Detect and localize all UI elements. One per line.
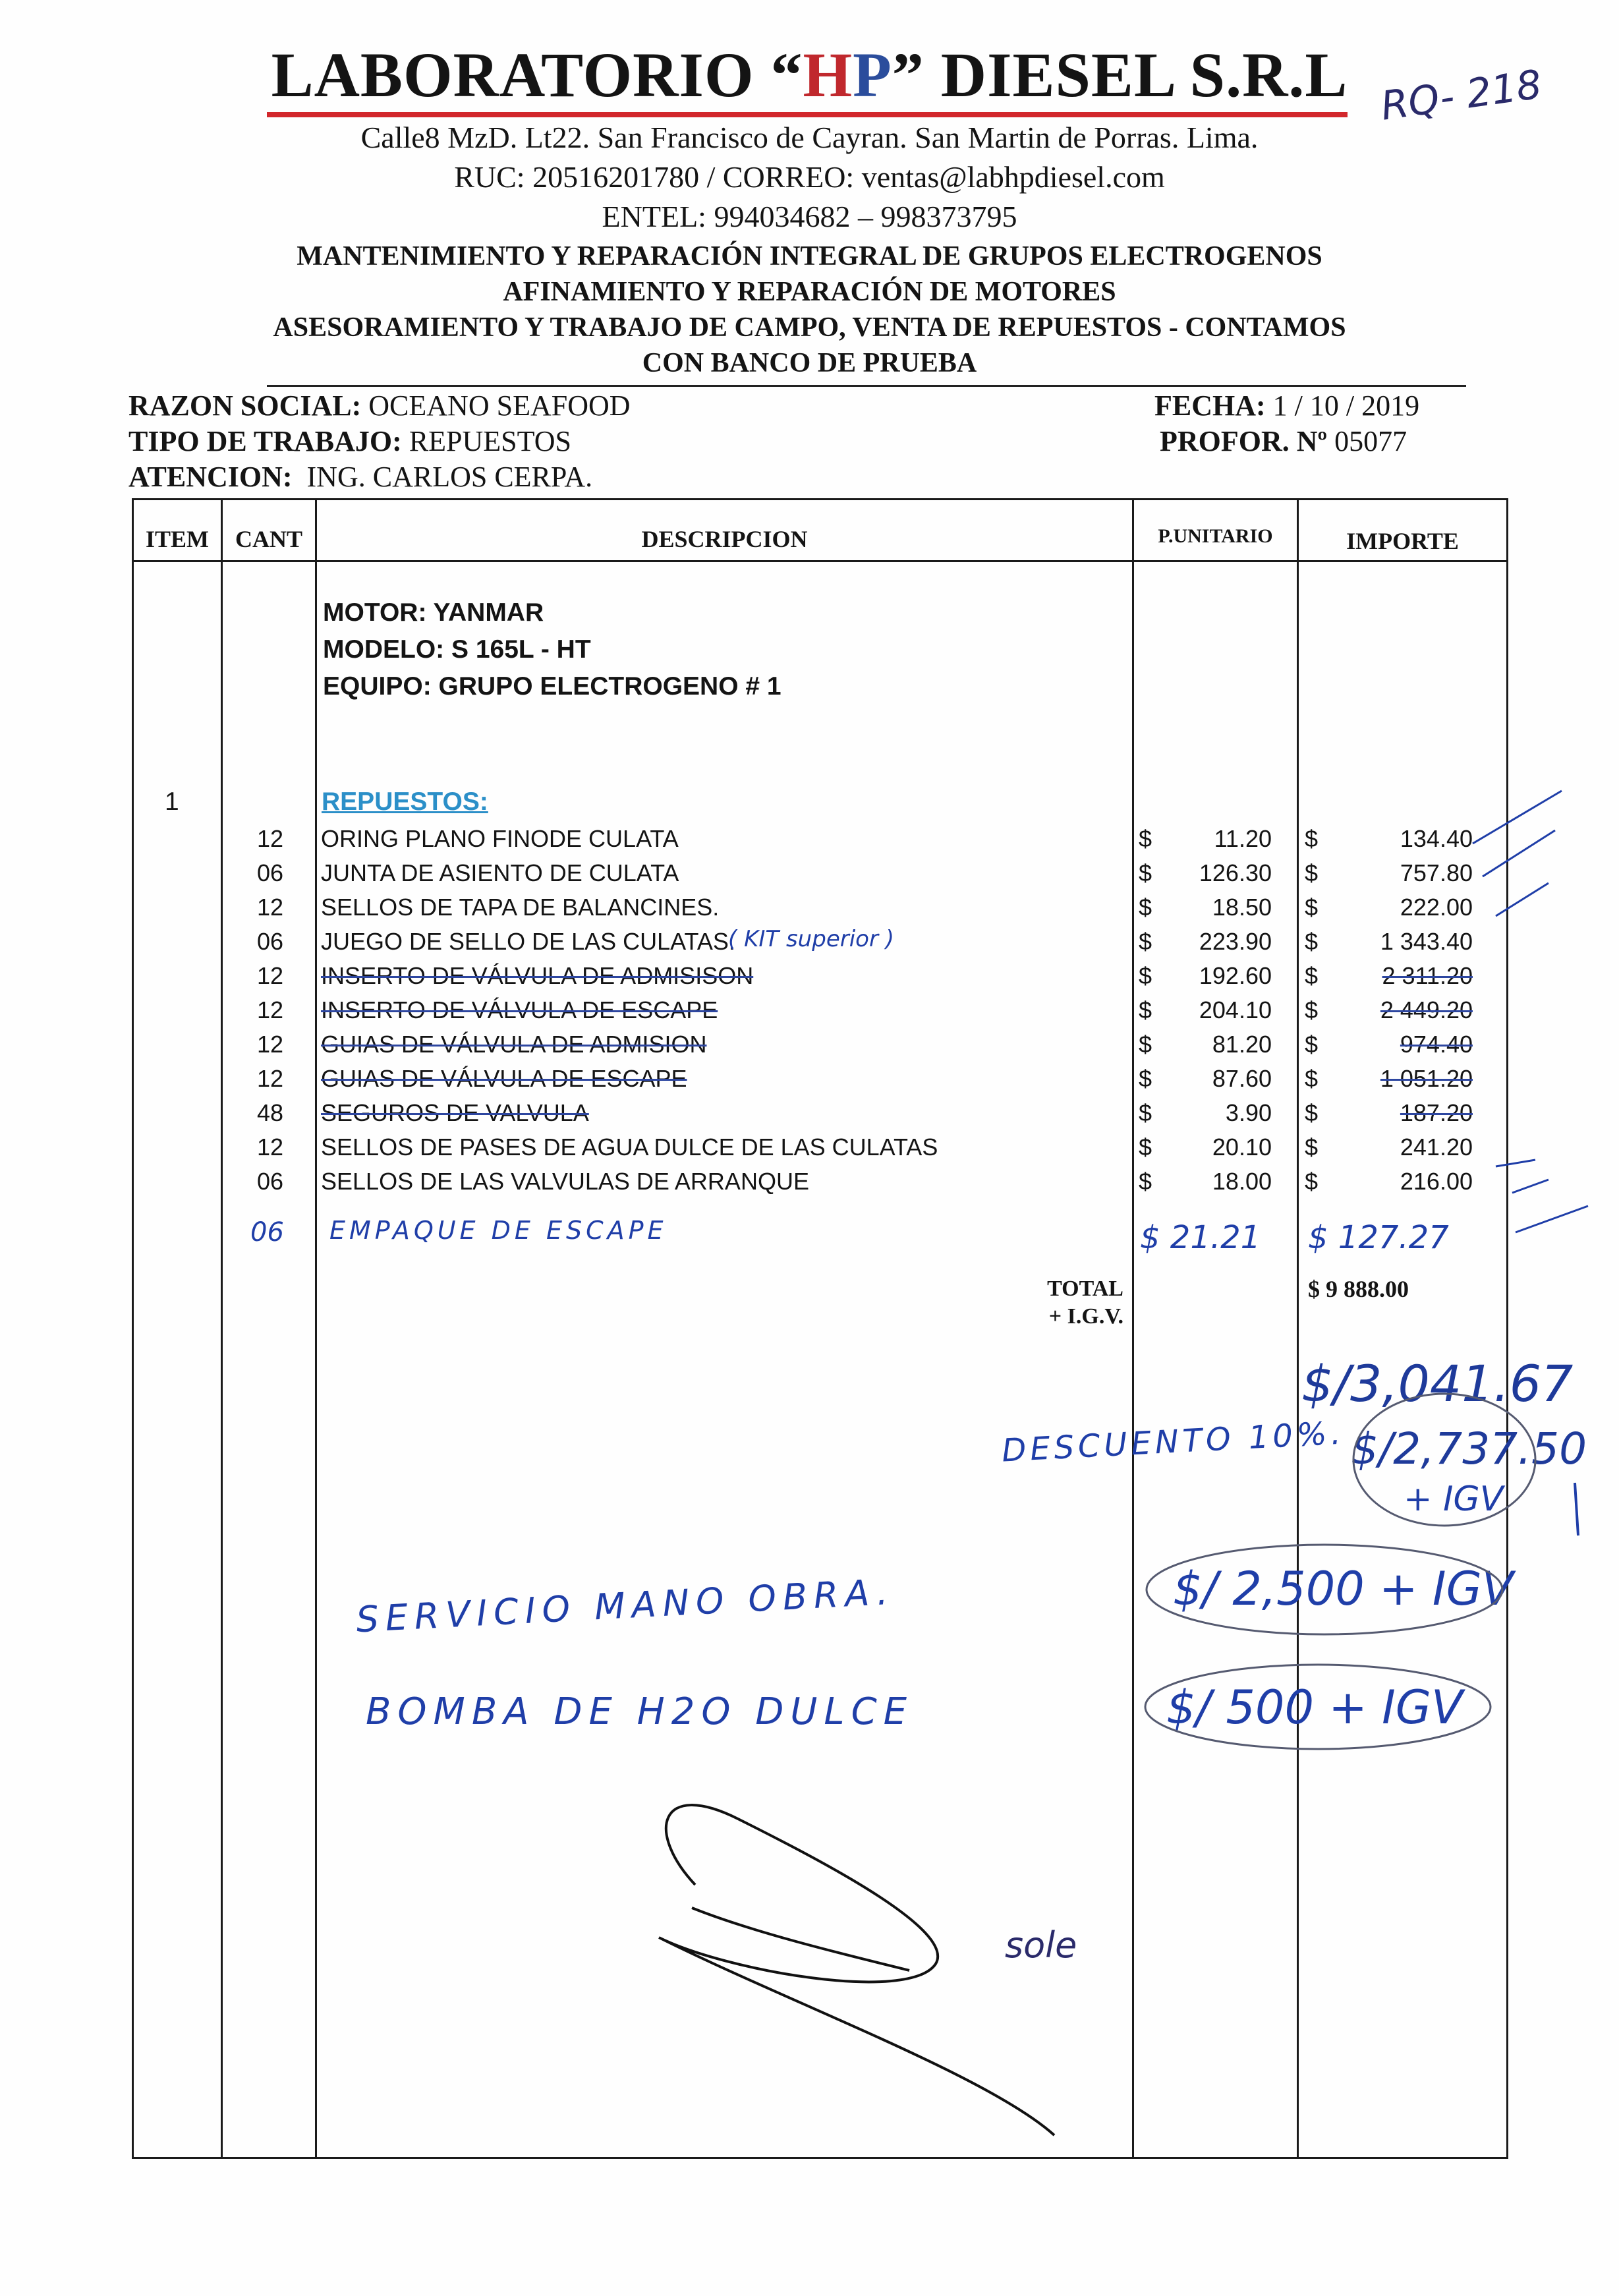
row-unit-price: 126.30 [1199,859,1272,886]
row-currency-unit: $ [1139,894,1152,921]
row-currency-unit: $ [1139,1168,1152,1195]
row-amount: 134.40 [1400,825,1473,852]
col-header-item: ITEM [145,526,209,552]
row-currency-unit: $ [1139,1099,1152,1126]
signature-name: sole [1005,1924,1077,1966]
col-header-descripcion: DESCRIPCION [641,526,808,552]
proforma-number: PROFOR. Nº 05077 [1160,425,1407,457]
service-line-4: CON BANCO DE PRUEBA [642,348,977,378]
section-repuestos: REPUESTOS: [322,788,488,816]
row-currency-amount: $ [1305,825,1319,852]
row-currency-unit: $ [1139,962,1152,989]
row-unit-price: 204.10 [1199,996,1272,1023]
col-header-importe: IMPORTE [1346,528,1459,554]
modelo-label: MODELO: S 165L - HT [323,635,591,664]
handwritten-row-cant: 06 [250,1217,284,1248]
circle-descuento [1353,1394,1535,1526]
handwritten-row-desc: EMPAQUE DE ESCAPE [329,1216,667,1245]
row-currency-amount: $ [1305,1168,1319,1195]
handwritten-subtotal: $/3,041.67 [1301,1354,1574,1413]
total-label-block: TOTAL + I.G.V. [1047,1277,1123,1329]
circle-servicio [1147,1545,1502,1634]
company-ruc-email: RUC: 20516201780 / CORREO: ventas@labhpdiesel.com [454,160,1165,194]
row-unit-price: 192.60 [1199,962,1272,989]
row-cant: 06 [256,859,283,886]
row-amount: 2 311.20 [1382,962,1473,989]
col-header-punitario: P.UNITARIO [1158,525,1273,547]
handwritten-descuento-value: $/2,737.50 [1351,1423,1587,1474]
row-description: SELLOS DE PASES DE AGUA DULCE DE LAS CULATAS [321,1134,938,1161]
row-currency-unit: $ [1139,996,1152,1023]
check-marks-bottom [1496,1160,1588,1232]
motor-label: MOTOR: YANMAR [323,598,544,627]
handwritten-row-unit: $ 21.21 [1140,1219,1261,1256]
row-unit-price: 11.20 [1214,825,1272,852]
row-unit-price: 81.20 [1212,1031,1272,1058]
row-currency-unit: $ [1139,859,1152,886]
handwritten-reference: RQ- 218 [1378,61,1545,130]
row-description: SELLOS DE LAS VALVULAS DE ARRANQUE [321,1168,809,1195]
row-cant: 12 [256,825,283,852]
row-currency-amount: $ [1305,894,1319,921]
handwritten-row-amount: $ 127.27 [1308,1219,1449,1256]
row-description: JUNTA DE ASIENTO DE CULATA [321,859,679,886]
tick-mark-right [1575,1483,1578,1535]
row-description: GUIAS DE VÁLVULA DE ESCAPE [321,1065,687,1092]
circle-bomba [1145,1665,1491,1749]
handwritten-servicio-label: SERVICIO MANO OBRA. [355,1570,895,1641]
service-line-1: MANTENIMIENTO Y REPARACIÓN INTEGRAL DE GRUPOS ELECTROGENOS [297,241,1322,272]
razon-social: RAZON SOCIAL: OCEANO SEAFOOD [128,389,631,422]
row-cant: 12 [256,962,283,989]
row-description: SELLOS DE TAPA DE BALANCINES. [321,894,720,921]
row-currency-amount: $ [1305,1099,1319,1126]
row-currency-amount: $ [1305,1065,1319,1092]
row-unit-price: 87.60 [1212,1065,1272,1092]
row-unit-price: 3.90 [1225,1099,1272,1126]
company-phones: ENTEL: 994034682 – 998373795 [602,200,1017,233]
item-number: 1 [165,788,179,816]
row-cant: 48 [256,1099,283,1126]
row-unit-price: 18.00 [1212,1168,1272,1195]
row-unit-price: 20.10 [1212,1134,1272,1161]
row-currency-amount: $ [1305,859,1319,886]
row-amount: 241.20 [1400,1134,1473,1161]
check-marks-top [1473,791,1562,916]
row-currency-amount: $ [1305,996,1319,1023]
row-description: JUEGO DE SELLO DE LAS CULATAS. [321,928,735,955]
row-amount: 216.00 [1400,1168,1473,1195]
row-amount: 974.40 [1400,1031,1473,1058]
row-description: SEGUROS DE VALVULA [321,1099,589,1126]
service-line-3: ASESORAMIENTO Y TRABAJO DE CAMPO, VENTA DE REPUESTOS - CONTAMOS [273,312,1346,343]
row-amount: 1 051.20 [1380,1065,1473,1092]
handwritten-bomba-label: BOMBA DE H2O DULCE [366,1690,914,1733]
company-name: LABORATORIO “HP” DIESEL S.R.L [271,40,1348,110]
row-cant: 12 [256,1031,283,1058]
handwritten-descuento-igv: + IGV [1404,1479,1504,1519]
row-unit-price: 223.90 [1199,928,1272,955]
row-description: ORING PLANO FINODE CULATA [321,825,679,852]
row-cant: 06 [256,1168,283,1195]
row-currency-amount: $ [1305,1134,1319,1161]
row-cant: 06 [256,928,283,955]
tipo-de-trabajo: TIPO DE TRABAJO: REPUESTOS [128,425,571,457]
handwritten-kit-note: ( KIT superior ) [728,926,895,952]
equipo-label: EQUIPO: GRUPO ELECTROGENO # 1 [323,672,781,701]
row-currency-unit: $ [1139,825,1152,852]
row-cant: 12 [256,1065,283,1092]
row-amount: 187.20 [1400,1099,1473,1126]
signature [659,1805,1054,2135]
row-amount: 222.00 [1400,894,1473,921]
row-currency-amount: $ [1305,1031,1319,1058]
row-currency-amount: $ [1305,928,1319,955]
atencion: ATENCION: ING. CARLOS CERPA. [128,461,593,493]
total-value: $ 9 888.00 [1308,1276,1409,1302]
handwritten-descuento-label: DESCUENTO 10%. [1000,1414,1346,1470]
row-description: GUIAS DE VÁLVULA DE ADMISION [321,1031,707,1058]
row-amount: 1 343.40 [1380,928,1473,955]
row-cant: 12 [256,894,283,921]
row-currency-unit: $ [1139,1134,1152,1161]
row-description: INSERTO DE VÁLVULA DE ADMISISON [321,962,754,989]
row-currency-unit: $ [1139,928,1152,955]
row-currency-unit: $ [1139,1065,1152,1092]
row-currency-unit: $ [1139,1031,1152,1058]
fecha: FECHA: 1 / 10 / 2019 [1154,389,1420,422]
row-currency-amount: $ [1305,962,1319,989]
row-amount: 757.80 [1400,859,1473,886]
handwritten-servicio-value: $/ 2,500 + IGV [1173,1562,1514,1616]
row-amount: 2 449.20 [1380,996,1473,1023]
row-cant: 12 [256,1134,283,1161]
row-unit-price: 18.50 [1212,894,1272,921]
row-description: INSERTO DE VÁLVULA DE ESCAPE [321,996,718,1023]
company-address: Calle8 MzD. Lt22. San Francisco de Cayran. San Martin de Porras. Lima. [360,121,1259,154]
col-header-cant: CANT [235,526,302,552]
row-cant: 12 [256,996,283,1023]
service-line-2: AFINAMIENTO Y REPARACIÓN DE MOTORES [503,277,1116,307]
handwritten-bomba-value: $/ 500 + IGV [1166,1680,1463,1735]
